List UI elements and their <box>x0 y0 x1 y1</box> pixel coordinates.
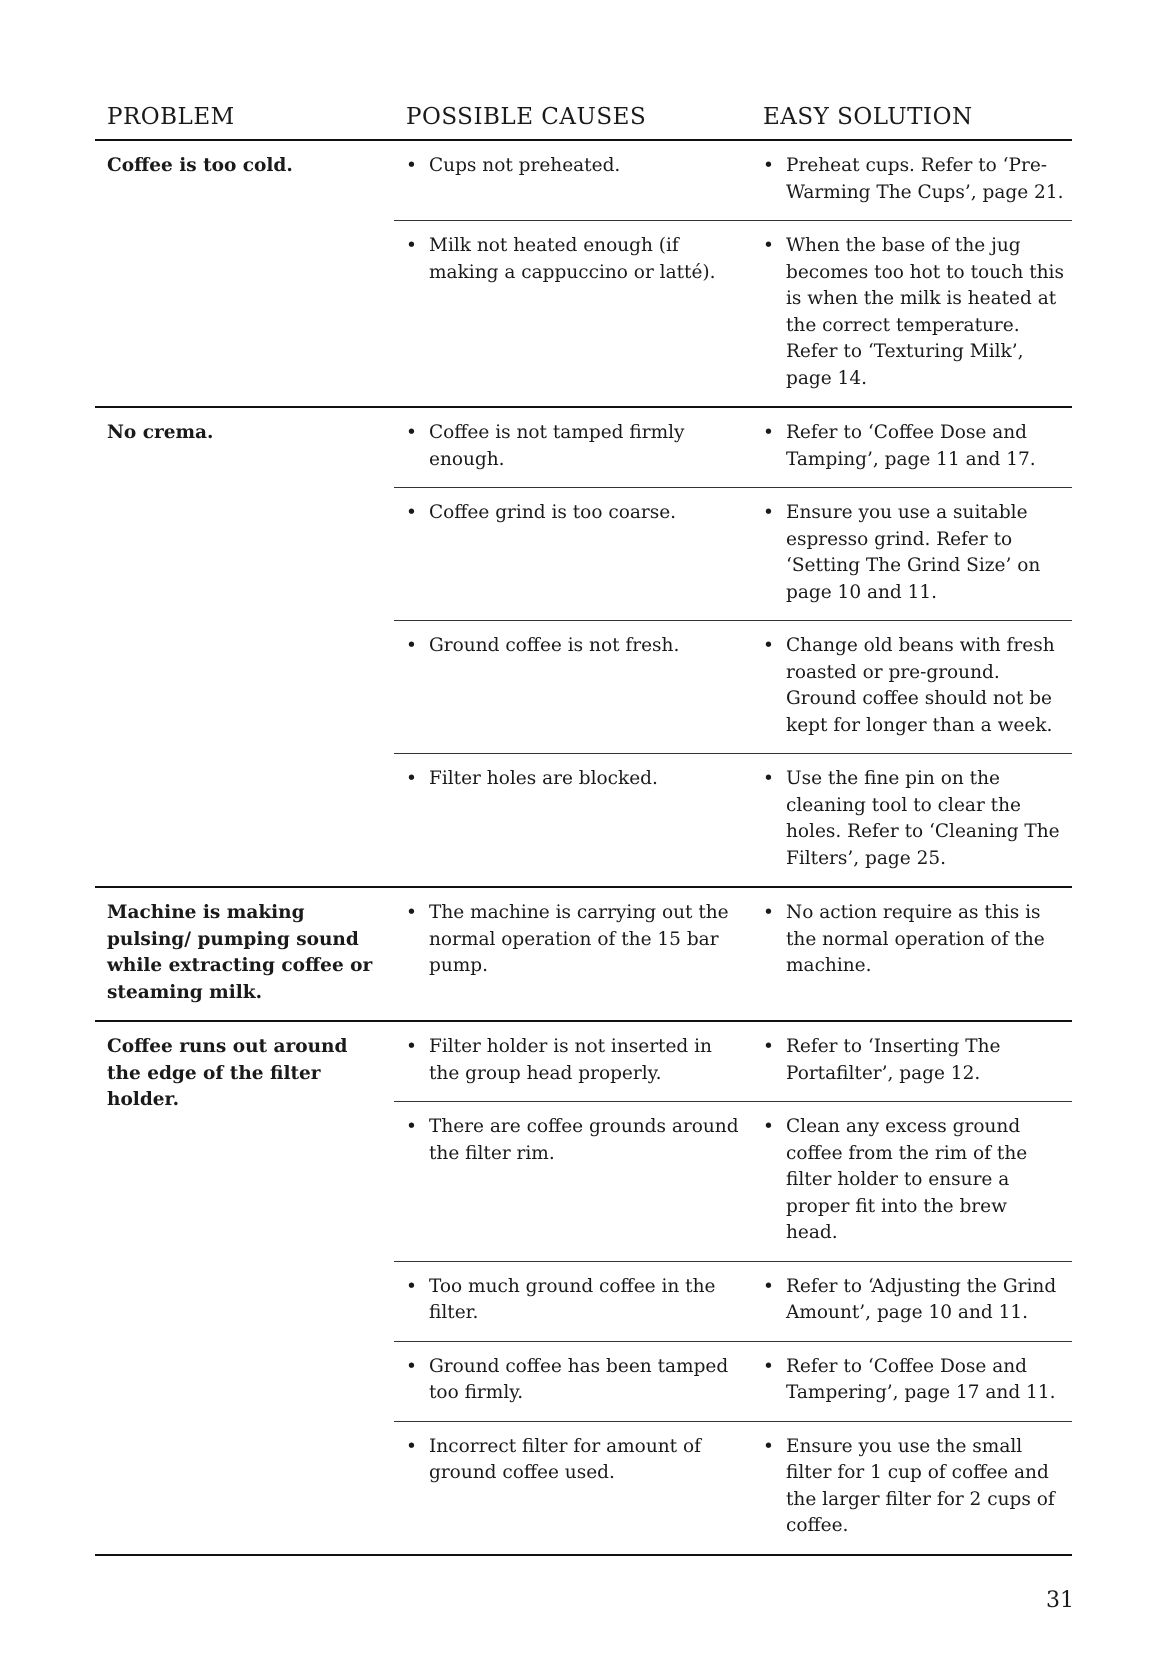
cause-cell <box>394 407 751 488</box>
table-row <box>95 887 1072 1021</box>
bullet-icon: • <box>406 155 417 176</box>
cause-text: Coffee grind is too coarse. <box>429 502 677 523</box>
bullet-icon: • <box>763 1116 774 1137</box>
solution-cell <box>751 221 1072 408</box>
bullet-icon: • <box>406 422 417 443</box>
bullet-icon: • <box>763 1355 774 1377</box>
solution-text: Refer to ‘Adjusting the Grind Amount’, page 10 and 11. <box>786 1275 1057 1323</box>
solution-cell <box>751 1021 1072 1102</box>
bullet-icon: • <box>763 1435 774 1457</box>
cause-text: Coffee is not tamped firmly enough. <box>429 422 685 470</box>
problem-cell: No crema. <box>95 407 394 887</box>
cause-cell <box>394 140 751 221</box>
cause-cell <box>394 1341 751 1421</box>
bullet-icon: • <box>763 902 774 923</box>
cause-text: There are coffee grounds around the filter rim. <box>429 1116 739 1164</box>
bullet-icon: • <box>406 1355 417 1377</box>
solution-text: Refer to ‘Coffee Dose and Tamping’, page 11 and 17. <box>786 422 1036 470</box>
solution-text: When the base of the jug becomes too hot to touch this is when the milk is heated at the correct temperature. Refer to ‘Texturing Milk’, page 14. <box>786 235 1064 389</box>
table-body <box>95 140 1072 1555</box>
solution-cell <box>751 1261 1072 1341</box>
solution-cell <box>751 1341 1072 1421</box>
bullet-icon: • <box>406 635 417 656</box>
cause-text: Ground coffee has been tamped too firmly. <box>429 1355 729 1403</box>
bullet-icon: • <box>763 1275 774 1297</box>
bullet-icon: • <box>763 235 774 256</box>
problem-cell: Machine is making pulsing/ pumping sound while extracting coffee or steaming milk. <box>95 887 394 1021</box>
cause-cell <box>394 621 751 754</box>
cause-text: Filter holes are blocked. <box>429 768 658 789</box>
cause-cell <box>394 1021 751 1102</box>
solution-cell <box>751 407 1072 488</box>
header-row <box>95 104 1072 140</box>
bullet-icon: • <box>406 1275 417 1297</box>
solution-cell <box>751 488 1072 621</box>
header-problem: PROBLEM <box>95 104 394 140</box>
solution-text: Refer to ‘Coffee Dose and Tampering’, page 17 and 11. <box>786 1355 1056 1403</box>
cause-text: Milk not heated enough (if making a cappuccino or latté). <box>429 235 716 283</box>
page-number: 31 <box>1046 1588 1074 1613</box>
cause-cell <box>394 1421 751 1555</box>
solution-text: Clean any excess ground coffee from the rim of the filter holder to ensure a proper fit into the brew head. <box>786 1116 1028 1243</box>
solution-text: Preheat cups. Refer to ‘Pre-Warming The Cups’, page 21. <box>786 155 1064 203</box>
bullet-icon: • <box>763 155 774 176</box>
solution-cell <box>751 754 1072 888</box>
solution-text: Ensure you use a suitable espresso grind. Refer to ‘Setting The Grind Size’ on page 10 and 11. <box>786 502 1041 603</box>
table-row <box>95 140 1072 221</box>
solution-text: Ensure you use the small filter for 1 cup of coffee and the larger filter for 2 cups of coffee. <box>786 1435 1055 1536</box>
solution-text: Change old beans with fresh roasted or pre-ground. Ground coffee should not be kept for longer than a week. <box>786 635 1055 736</box>
header-solution: EASY SOLUTION <box>751 104 1072 140</box>
solution-cell <box>751 887 1072 1021</box>
bullet-icon: • <box>763 768 774 789</box>
cause-cell <box>394 754 751 888</box>
bullet-icon: • <box>763 635 774 656</box>
table-row <box>95 1021 1072 1102</box>
bullet-icon: • <box>406 235 417 256</box>
cause-cell <box>394 221 751 408</box>
cause-text: Too much ground coffee in the filter. <box>429 1275 716 1323</box>
solution-text: Use the fine pin on the cleaning tool to clear the holes. Refer to ‘Cleaning The Filters’, page 25. <box>786 768 1060 869</box>
solution-cell <box>751 140 1072 221</box>
cause-text: Incorrect filter for amount of ground coffee used. <box>429 1435 701 1483</box>
cause-cell <box>394 887 751 1021</box>
cause-cell <box>394 488 751 621</box>
bullet-icon: • <box>406 1435 417 1457</box>
bullet-icon: • <box>763 1036 774 1057</box>
bullet-icon: • <box>763 502 774 523</box>
cause-cell <box>394 1261 751 1341</box>
cause-text: Cups not preheated. <box>429 155 621 176</box>
cause-text: The machine is carrying out the normal operation of the 15 bar pump. <box>429 902 729 976</box>
table-row <box>95 407 1072 488</box>
cause-text: Filter holder is not inserted in the group head properly. <box>429 1036 712 1084</box>
bullet-icon: • <box>763 422 774 443</box>
bullet-icon: • <box>406 1116 417 1137</box>
solution-cell <box>751 621 1072 754</box>
solution-text: Refer to ‘Inserting The Portafilter’, page 12. <box>786 1036 1001 1084</box>
troubleshooting-table <box>95 104 1072 1556</box>
cause-cell <box>394 1102 751 1262</box>
problem-cell: Coffee runs out around the edge of the filter holder. <box>95 1021 394 1555</box>
header-causes: POSSIBLE CAUSES <box>394 104 751 140</box>
solution-text: No action require as this is the normal operation of the machine. <box>786 902 1045 976</box>
bullet-icon: • <box>406 768 417 789</box>
cause-text: Ground coffee is not fresh. <box>429 635 680 656</box>
solution-cell <box>751 1102 1072 1262</box>
bullet-icon: • <box>406 502 417 523</box>
bullet-icon: • <box>406 902 417 923</box>
problem-cell: Coffee is too cold. <box>95 140 394 407</box>
bullet-icon: • <box>406 1036 417 1057</box>
solution-cell <box>751 1421 1072 1555</box>
